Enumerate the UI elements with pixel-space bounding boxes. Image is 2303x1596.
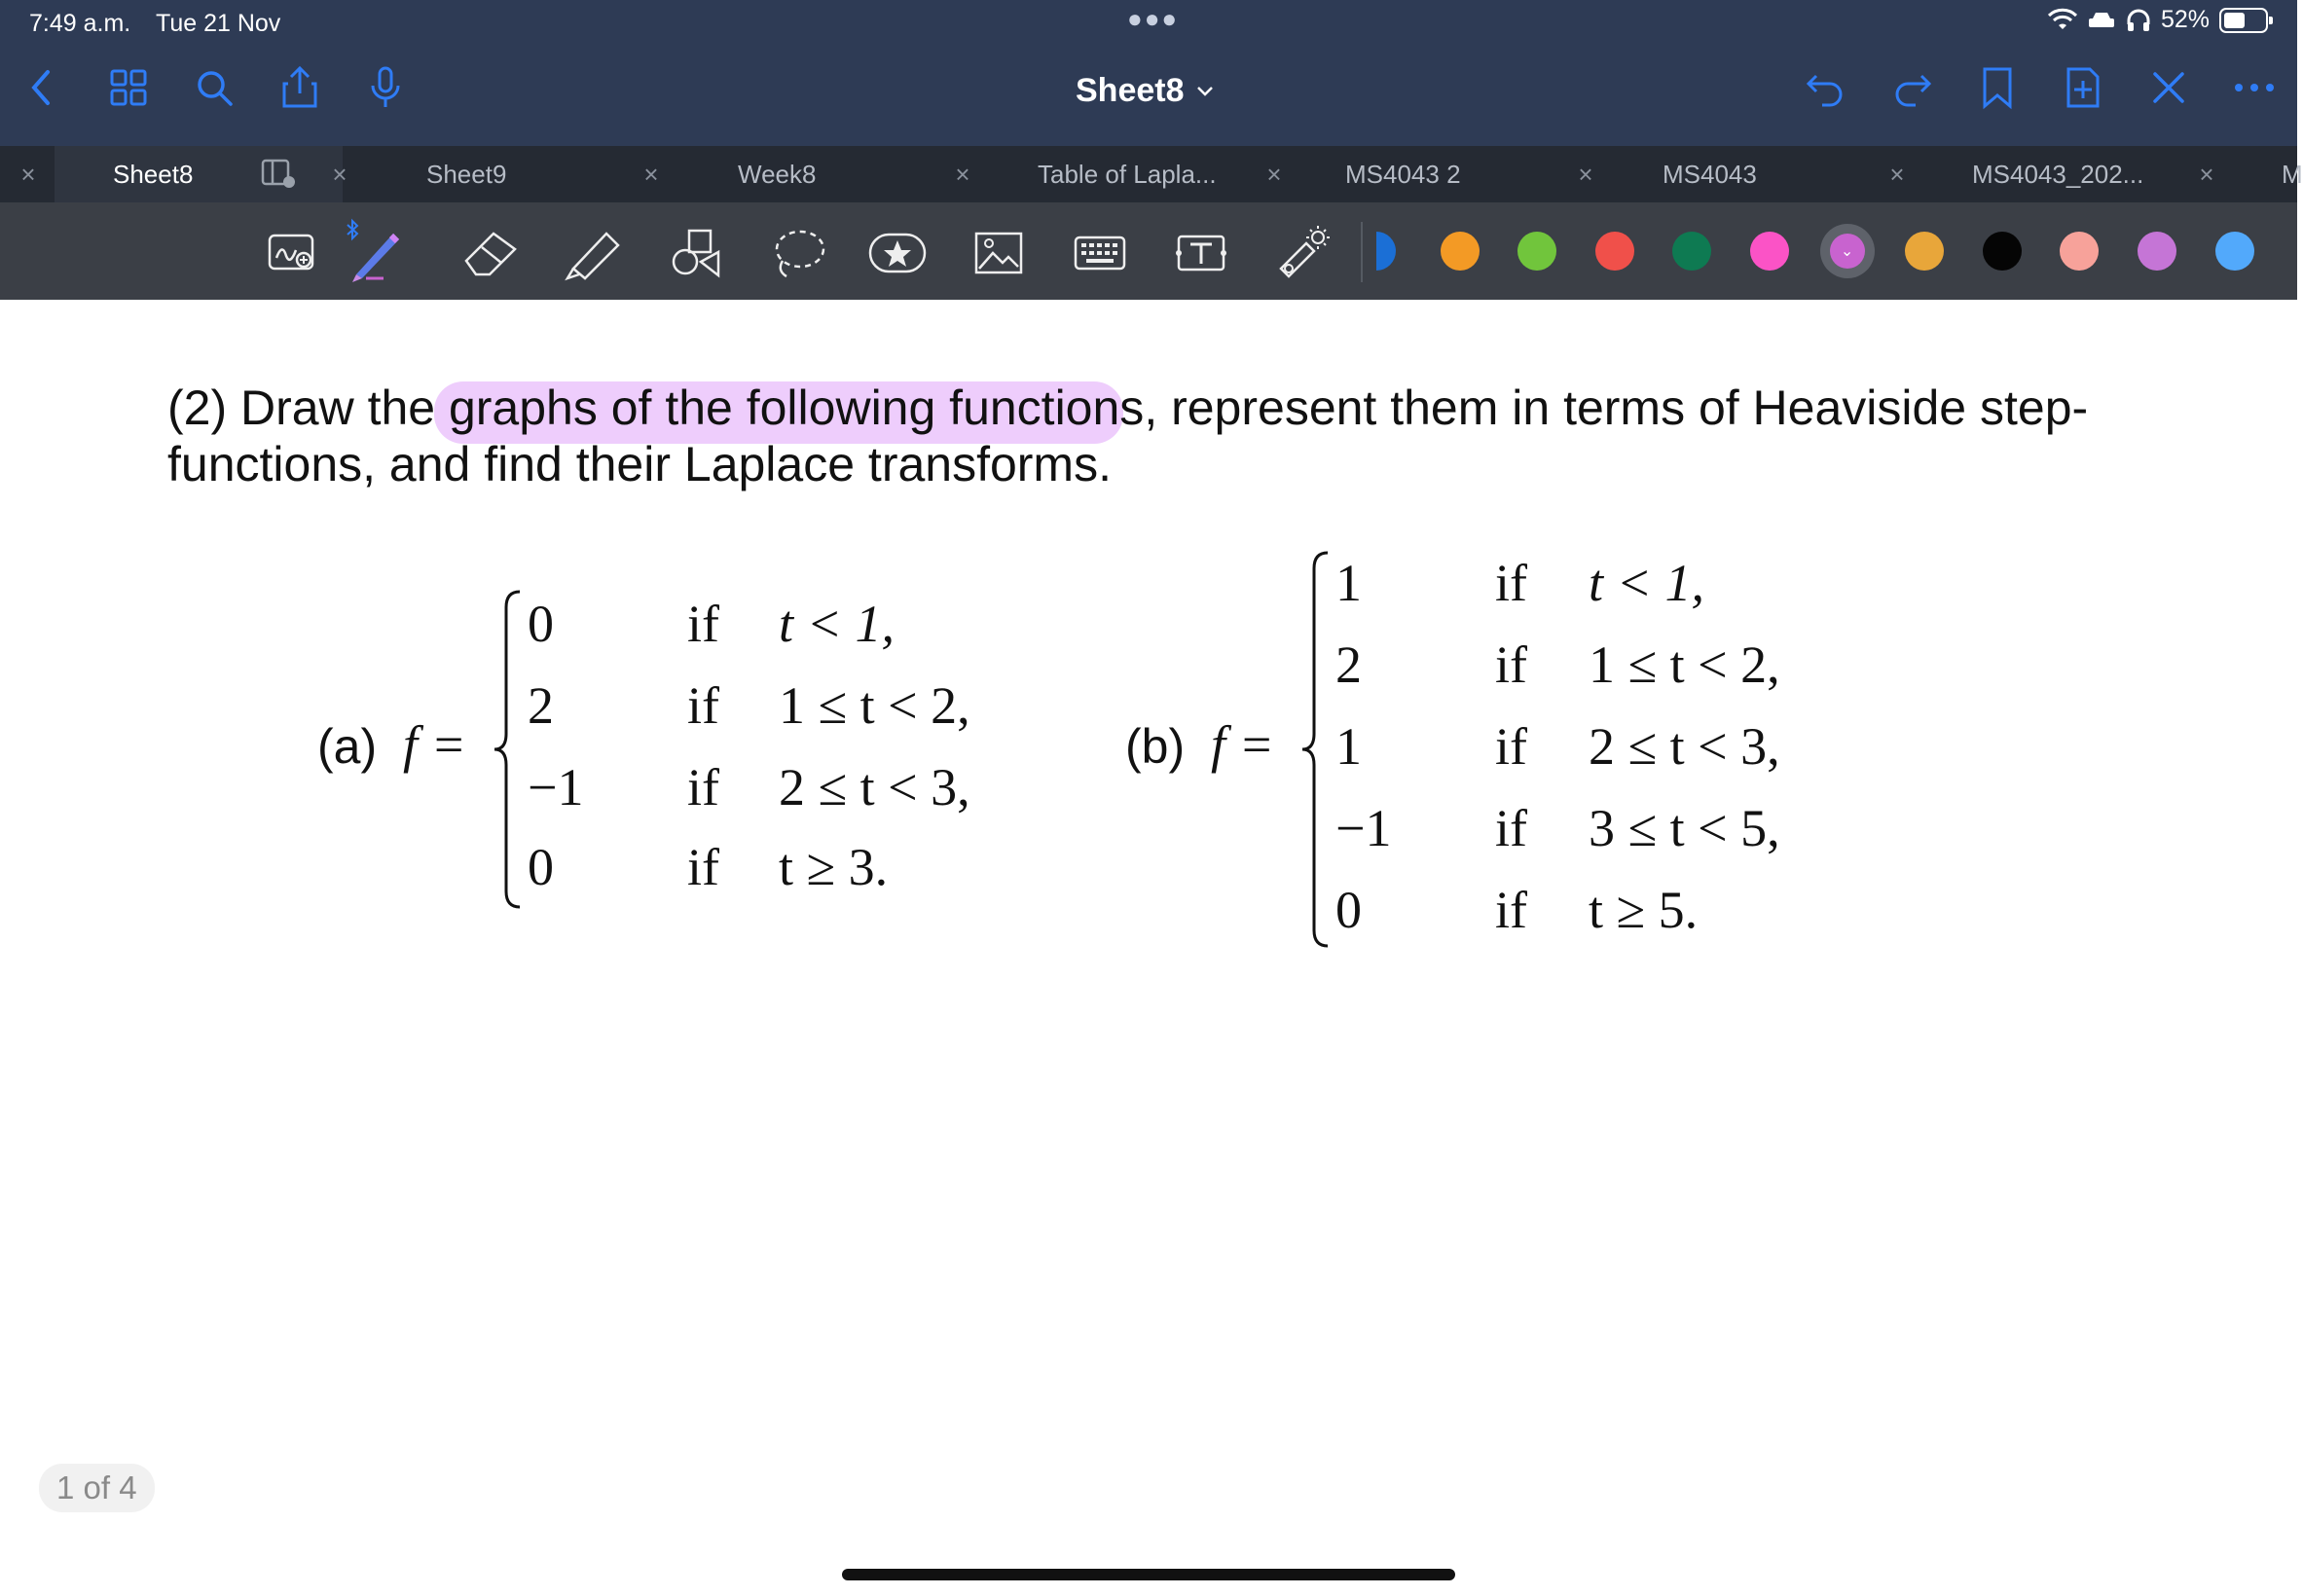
selected-color-chevron-icon: ⌄ (1830, 234, 1865, 269)
document-title-text: Sheet8 (1076, 72, 1185, 109)
chevron-down-icon (1196, 86, 1214, 97)
grid-view-icon[interactable] (105, 64, 152, 111)
tab-label: MS4043_202... (1972, 159, 2144, 189)
status-time: 7:49 a.m. (29, 10, 131, 37)
toolbar-divider (1361, 222, 1363, 282)
color-swatch[interactable] (2215, 232, 2254, 271)
status-date: Tue 21 Nov (156, 10, 281, 37)
tab-week8[interactable] (674, 146, 927, 202)
tab-label: Sheet9 (426, 159, 507, 189)
problem-highlighted-text: graphs of the following functions (448, 381, 1145, 435)
part-b-left-brace (1298, 549, 1334, 950)
wifi-icon (2048, 9, 2077, 32)
part-b-condition: t < 1, (1589, 554, 1704, 612)
tab-close-icon[interactable]: × (1266, 160, 1282, 189)
part-a-if: if (687, 595, 719, 653)
redo-icon[interactable] (1888, 64, 1935, 111)
multitask-dots-icon[interactable]: ●●● (1127, 4, 1180, 33)
part-b-label: (b) (1125, 719, 1186, 774)
part-a-value: 0 (528, 838, 554, 896)
headphones-icon (2126, 9, 2151, 32)
part-a-left-brace (491, 588, 526, 911)
tab-sheet8[interactable] (55, 146, 343, 202)
bluetooth-icon (345, 222, 407, 284)
tab-label: Week8 (738, 159, 817, 189)
tab-table-of-laplace[interactable] (983, 146, 1265, 202)
tab-close-icon[interactable]: × (1889, 160, 1905, 189)
part-a-condition: 2 ≤ t < 3, (779, 758, 970, 816)
part-a-condition: t ≥ 3. (779, 838, 889, 896)
status-indicators (2048, 6, 2268, 34)
part-b-value: −1 (1335, 799, 1392, 857)
tab-close-icon[interactable]: × (955, 160, 970, 189)
share-icon[interactable] (276, 64, 323, 111)
problem-lead: (2) Draw the (167, 381, 449, 435)
color-swatch[interactable] (1750, 232, 1789, 271)
part-b-if: if (1495, 881, 1527, 939)
microphone-icon[interactable] (362, 64, 409, 111)
drawing-toolbar (0, 202, 2297, 300)
part-a-lhs: f = (403, 715, 466, 774)
tab-sheet9[interactable] (362, 146, 615, 202)
part-a-if: if (687, 838, 719, 896)
part-a-label: (a) (317, 719, 378, 774)
part-b-if: if (1495, 799, 1527, 857)
battery-icon (2219, 8, 2268, 33)
eraser-icon[interactable] (459, 222, 522, 284)
part-b-if: if (1495, 554, 1527, 612)
laser-pointer-icon[interactable] (1271, 222, 1334, 284)
tab-close-icon[interactable]: × (2199, 160, 2214, 189)
top-bar (0, 0, 2297, 146)
tab-ms4043[interactable] (1608, 146, 1861, 202)
part-a-value: 0 (528, 595, 554, 653)
color-swatch[interactable] (1820, 224, 1875, 278)
undo-icon[interactable] (1803, 64, 1849, 111)
color-swatch[interactable] (1441, 232, 1480, 271)
tab-label: MS4043 (1663, 159, 1757, 189)
part-b-value: 1 (1335, 554, 1362, 612)
document-title[interactable] (1076, 72, 1214, 110)
handwriting-zoom-icon[interactable] (261, 222, 323, 284)
more-options-icon[interactable] (2231, 64, 2278, 111)
tab-label: Table of Lapla... (1038, 159, 1217, 189)
part-a-value: 2 (528, 676, 554, 735)
part-b-condition: 2 ≤ t < 3, (1589, 717, 1780, 776)
color-swatch[interactable] (1517, 232, 1556, 271)
part-b-condition: 3 ≤ t < 5, (1589, 799, 1780, 857)
part-b-if: if (1495, 717, 1527, 776)
back-chevron-icon[interactable] (18, 64, 64, 111)
close-sparkle-icon[interactable] (2145, 64, 2192, 111)
split-view-icon[interactable] (261, 158, 296, 189)
tab-close-icon[interactable]: × (1578, 160, 1593, 189)
color-swatch[interactable] (1595, 232, 1634, 271)
tab-label: MS4043 2 (1345, 159, 1461, 189)
add-page-icon[interactable] (2060, 64, 2106, 111)
bookmark-icon[interactable] (1974, 64, 2021, 111)
part-a-if: if (687, 676, 719, 735)
tab-close-icon[interactable]: × (332, 160, 347, 189)
page-indicator[interactable]: 1 of 4 (39, 1464, 155, 1512)
part-b-condition: 1 ≤ t < 2, (1589, 635, 1780, 694)
part-a-condition: 1 ≤ t < 2, (779, 676, 970, 735)
tab-close-icon[interactable]: × (643, 160, 659, 189)
tab-ms4043-202[interactable] (1919, 146, 2182, 202)
notebook-page[interactable] (0, 300, 2297, 1596)
color-swatch[interactable] (1376, 232, 1396, 271)
shapes-icon[interactable] (666, 222, 728, 284)
lasso-icon[interactable] (767, 222, 829, 284)
tab-label: M (2282, 159, 2303, 189)
part-b-if: if (1495, 635, 1527, 694)
color-swatch[interactable] (1672, 232, 1711, 271)
part-a-condition: t < 1, (779, 595, 895, 653)
image-icon[interactable] (968, 222, 1030, 284)
tab-m[interactable] (2229, 146, 2303, 202)
battery-percent: 52% (2160, 6, 2210, 33)
keyboard-icon[interactable] (1069, 222, 1131, 284)
tab-ms4043-2[interactable] (1297, 146, 1550, 202)
tab-label: Sheet8 (113, 159, 194, 189)
part-b-value: 1 (1335, 717, 1362, 776)
part-b-lhs: f = (1211, 715, 1274, 774)
color-swatch[interactable] (1983, 232, 2022, 271)
part-a-value: −1 (528, 758, 584, 816)
part-b-condition: t ≥ 5. (1589, 881, 1699, 939)
part-a-if: if (687, 758, 719, 816)
text-box-icon[interactable] (1170, 222, 1232, 284)
tab-close-icon[interactable]: × (20, 160, 36, 189)
home-indicator[interactable] (842, 1569, 1455, 1580)
part-b-value: 2 (1335, 635, 1362, 694)
color-swatch[interactable] (2138, 232, 2176, 271)
car-icon (2087, 9, 2116, 32)
problem-statement (167, 380, 2260, 492)
color-swatch[interactable] (2060, 232, 2099, 271)
part-b-value: 0 (1335, 881, 1362, 939)
highlighter-icon[interactable] (563, 222, 625, 284)
problem-rest: , represent them in terms of Heaviside step-functions, and find their Laplace transforms. (167, 381, 2089, 491)
search-icon[interactable] (191, 64, 238, 111)
color-swatch[interactable] (1905, 232, 1944, 271)
elements-star-icon[interactable] (866, 222, 929, 284)
tab-bar (0, 146, 2303, 202)
